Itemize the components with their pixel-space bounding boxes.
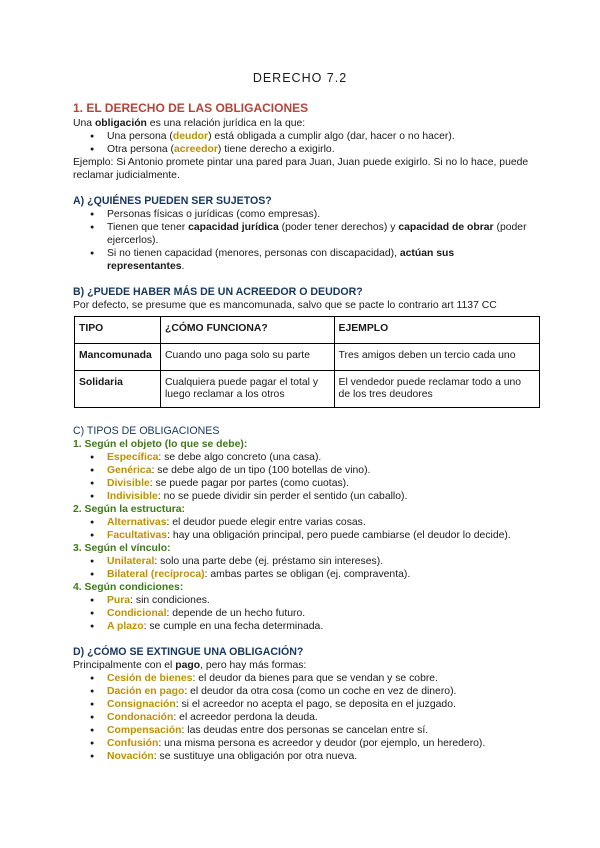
- table-cell: Cuando uno paga solo su parte: [160, 344, 334, 371]
- section-b-intro: Por defecto, se presume que es mancomunada, salvo que se pacte lo contrario art 1137 CC: [73, 300, 497, 311]
- document-title: DERECHO 7.2: [252, 71, 348, 85]
- list-item: ● Confusión: una misma persona es acreedor y deudor (por ejemplo, un heredero).: [107, 737, 533, 750]
- section-c-group-4-list: [73, 594, 533, 633]
- list-item: ● Divisible: se puede pagar por partes (como cuotas).: [107, 477, 533, 490]
- list-item: ● Dación en pago: el deudor da otra cosa (como un coche en vez de dinero).: [107, 685, 533, 698]
- section-a-list: [73, 208, 533, 273]
- table-header-row: [75, 317, 540, 344]
- section-1-intro: Una obligación es una relación jurídica en la que:: [73, 118, 306, 129]
- list-item: ● Compensación: las deudas entre dos personas se cancelan entre sí.: [107, 724, 533, 737]
- list-item: ● Tienen que tener capacidad jurídica (poder tener derechos) y capacidad de obrar (poder ejercerlos).: [107, 221, 533, 247]
- section-d-heading: D) ¿CÓMO SE EXTINGUE UNA OBLIGACIÓN?: [73, 646, 304, 658]
- section-d-list: [73, 672, 533, 763]
- section-c-group-2-list: [73, 516, 533, 542]
- list-item: ● Una persona (deudor) está obligada a cumplir algo (dar, hacer o no hacer).: [107, 130, 533, 143]
- list-item: ● Bilateral (recíproca): ambas partes se obligan (ej. compraventa).: [107, 568, 533, 581]
- table-cell: Solidaria: [75, 371, 161, 408]
- table-cell: Mancomunada: [75, 344, 161, 371]
- list-item: ● Indivisible: no se puede dividir sin perder el sentido (un caballo).: [107, 490, 533, 503]
- list-item: ● A plazo: se cumple en una fecha determinada.: [107, 620, 533, 633]
- list-item: ● Otra persona (acreedor) tiene derecho a exigirlo.: [107, 143, 533, 156]
- list-item: ● Condonación: el acreedor perdona la deuda.: [107, 711, 533, 724]
- table-cell: Tres amigos deben un tercio cada uno: [334, 344, 539, 371]
- list-item: ● Personas físicas o jurídicas (como empresas).: [107, 208, 533, 221]
- list-item: ● Genérica: se debe algo de un tipo (100 botellas de vino).: [107, 464, 533, 477]
- section-c-group-4-title: 4. Según condiciones:: [73, 582, 184, 593]
- document-body: [73, 101, 533, 763]
- section-1-example: Ejemplo: Si Antonio promete pintar una pared para Juan, Juan puede exigirlo. Si no lo hace, puede reclamar judicialmente.: [73, 157, 529, 181]
- list-item: ● Si no tienen capacidad (menores, personas con discapacidad), actúan sus representantes.: [107, 247, 533, 273]
- table-header-cell: ¿CÓMO FUNCIONA?: [160, 317, 334, 344]
- section-1-list: [73, 130, 533, 156]
- section-c-group-2-title: 2. Según la estructura:: [73, 504, 186, 515]
- section-1-heading: 1. EL DERECHO DE LAS OBLIGACIONES: [73, 101, 309, 115]
- list-item: ● Unilateral: solo una parte debe (ej. préstamo sin intereses).: [107, 555, 533, 568]
- table-row: [75, 344, 540, 371]
- section-a-heading: A) ¿QUIÉNES PUEDEN SER SUJETOS?: [73, 195, 272, 207]
- table-header-cell: TIPO: [75, 317, 161, 344]
- section-c-group-1-title: 1. Según el objeto (lo que se debe):: [73, 439, 248, 450]
- section-c-heading: C) TIPOS DE OBLIGACIONES: [73, 425, 220, 437]
- obligations-table: [74, 316, 540, 408]
- list-item: ● Específica: se debe algo concreto (una casa).: [107, 451, 533, 464]
- list-item: ● Pura: sin condiciones.: [107, 594, 533, 607]
- section-c-group-1-list: [73, 451, 533, 503]
- section-d-intro: Principalmente con el pago, pero hay más formas:: [73, 660, 307, 671]
- list-item: ● Cesión de bienes: el deudor da bienes para que se vendan y se cobre.: [107, 672, 533, 685]
- list-item: ● Condicional: depende de un hecho futuro.: [107, 607, 533, 620]
- list-item: ● Facultativas: hay una obligación principal, pero puede cambiarse (el deudor lo decide).: [107, 529, 533, 542]
- list-item: ● Novación: se sustituye una obligación por otra nueva.: [107, 750, 533, 763]
- section-b-heading: B) ¿PUEDE HABER MÁS DE UN ACREEDOR O DEUDOR?: [73, 286, 363, 298]
- list-item: ● Alternativas: el deudor puede elegir entre varias cosas.: [107, 516, 533, 529]
- section-c-group-3-list: [73, 555, 533, 581]
- section-c-group-3-title: 3. Según el vínculo:: [73, 543, 171, 554]
- table-cell: El vendedor puede reclamar todo a uno de los tres deudores: [334, 371, 539, 408]
- table-header-cell: EJEMPLO: [334, 317, 539, 344]
- table-row: [75, 371, 540, 408]
- list-item: ● Consignación: si el acreedor no acepta el pago, se deposita en el juzgado.: [107, 698, 533, 711]
- table-cell: Cualquiera puede pagar el total y luego reclamar a los otros: [160, 371, 334, 408]
